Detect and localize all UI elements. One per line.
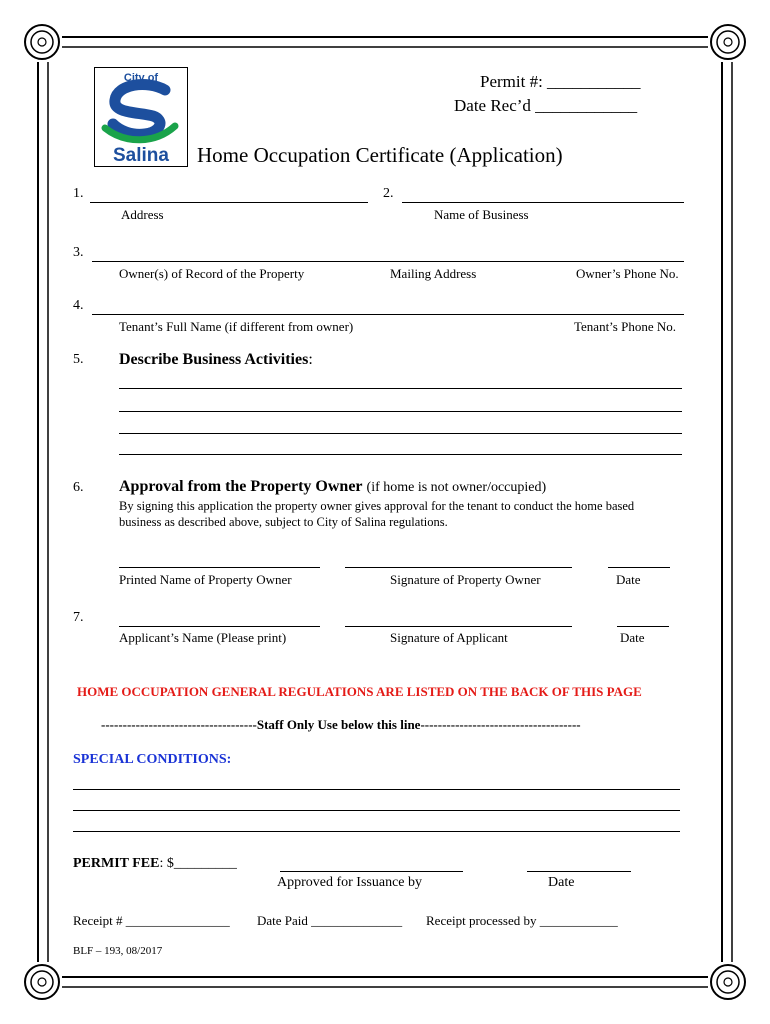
business-name-input[interactable] [402,202,684,203]
field-1-number: 1. [73,186,84,201]
property-owner-approval-heading: Approval from the Property Owner (if home is not owner/occupied) [119,478,547,495]
business-activities-line-1[interactable] [119,388,682,389]
approval-body-line-2: business as described above, subject to City of Salina regulations. [119,515,448,529]
field-7-number: 7. [73,610,84,625]
approval-body-line-1: By signing this application the property owner gives approval for the tenant to conduct the home based [119,499,635,513]
address-input[interactable] [90,202,368,203]
approved-by-label: Approved for Issuance by [277,875,423,890]
owner-signature-label: Signature of Property Owner [390,572,541,587]
permit-number-field[interactable]: Permit #: ___________ [480,72,641,91]
owner-printed-name-label: Printed Name of Property Owner [119,572,292,587]
applicant-date-input[interactable] [617,626,669,627]
svg-text:Salina: Salina [113,145,169,166]
applicant-name-input[interactable] [119,626,320,627]
receipt-processed-by-field[interactable]: Receipt processed by ____________ [426,913,618,928]
applicant-name-label: Applicant’s Name (Please print) [119,630,287,645]
field-4-number: 4. [73,298,84,313]
date-received-field[interactable]: Date Rec’d ____________ [454,96,638,115]
approved-by-input[interactable] [280,871,463,872]
owner-signature-input[interactable] [345,567,572,568]
tenant-name-label: Tenant’s Full Name (if different from owner) [119,319,354,334]
form-code: BLF – 193, 08/2017 [73,945,163,957]
owner-date-input[interactable] [608,567,670,568]
owner-printed-name-input[interactable] [119,567,320,568]
date-paid-field[interactable]: Date Paid ______________ [257,913,403,928]
owner-record-input[interactable] [92,261,684,262]
owner-date-label: Date [616,572,641,587]
address-label: Address [121,207,164,222]
field-5-number: 5. [73,352,84,367]
business-activities-heading: Describe Business Activities: [119,351,313,368]
approval-date-label: Date [548,875,575,890]
business-name-label: Name of Business [434,207,529,222]
special-conditions-heading: SPECIAL CONDITIONS: [73,752,232,767]
permit-fee-field[interactable]: PERMIT FEE: $_________ [73,856,237,871]
special-conditions-line-3[interactable] [73,831,680,832]
special-conditions-line-2[interactable] [73,810,680,811]
applicant-signature-label: Signature of Applicant [390,630,508,645]
business-activities-line-4[interactable] [119,454,682,455]
business-activities-line-2[interactable] [119,411,682,412]
applicant-signature-input[interactable] [345,626,572,627]
svg-text:City of: City of [123,72,159,84]
approval-date-input[interactable] [527,871,631,872]
business-activities-line-3[interactable] [119,433,682,434]
mailing-address-label: Mailing Address [390,266,477,281]
special-conditions-line-1[interactable] [73,789,680,790]
field-6-number: 6. [73,480,84,495]
owner-record-label: Owner(s) of Record of the Property [119,266,305,281]
tenant-phone-label: Tenant’s Phone No. [574,319,676,334]
staff-only-divider: ------------------------------------Staff Only Use below this line------------------------------------- [101,717,581,732]
owner-phone-label: Owner’s Phone No. [576,266,679,281]
tenant-name-input[interactable] [92,314,684,315]
page-title: Home Occupation Certificate (Application) [197,143,563,167]
receipt-number-field[interactable]: Receipt # ________________ [73,913,230,928]
applicant-date-label: Date [620,630,645,645]
city-of-salina-logo [94,67,188,167]
field-2-number: 2. [383,186,394,201]
field-3-number: 3. [73,245,84,260]
regulations-notice: HOME OCCUPATION GENERAL REGULATIONS ARE LISTED ON THE BACK OF THIS PAGE [77,684,642,699]
